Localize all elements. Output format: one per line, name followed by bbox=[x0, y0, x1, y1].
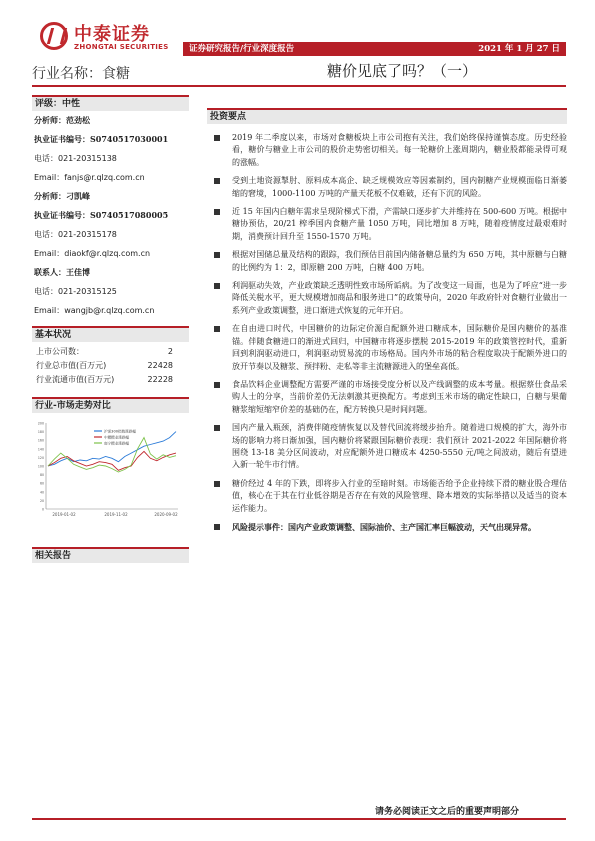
basic-label: 行业总市值(百万元) bbox=[36, 361, 107, 370]
logo-subtext: ZHONGTAI SECURITIES bbox=[74, 43, 169, 51]
company-logo bbox=[40, 22, 175, 58]
investment-highlights bbox=[207, 108, 567, 539]
y-tick-label: 80 bbox=[39, 473, 44, 478]
investment-heading: 投资要点 bbox=[207, 108, 567, 124]
legend-label: 中糖糖业涨跌幅 bbox=[104, 435, 130, 440]
analyst-cert: 执业证书编号：S0740517030001 bbox=[34, 134, 169, 144]
basic-row bbox=[32, 345, 189, 359]
basic-value: 22228 bbox=[147, 375, 173, 384]
market-trend-chart bbox=[32, 417, 182, 527]
logo-text: 中泰证券 bbox=[74, 24, 150, 45]
industry-name: 行业名称：食糖 bbox=[32, 66, 130, 82]
contact-phone: 电话：021-20315125 bbox=[34, 287, 117, 296]
report-banner bbox=[183, 42, 566, 56]
analyst-email[interactable]: Email：fanjs@r.qlzq.com.cn bbox=[34, 173, 145, 182]
x-tick-label: 2019-11-02 bbox=[104, 512, 128, 517]
x-tick-label: 2020-09-02 bbox=[154, 512, 178, 517]
basic-row bbox=[32, 359, 189, 373]
chart-heading: 行业-市场走势对比 bbox=[32, 397, 189, 413]
basic-label: 上市公司数： bbox=[36, 347, 84, 356]
y-tick-label: 20 bbox=[39, 498, 44, 503]
bullet-point: 受到土地资源掣肘、原料成本高企、缺乏规模效应等因素制约，国内制糖产业规模面临日渐萎缩的窘境，1000-1100 万吨的产量天花板不仅难破，还有下沉的风险。 bbox=[207, 175, 567, 200]
legend-label: 沪深300指数涨跌幅 bbox=[104, 429, 137, 434]
contact-name: 联系人：王佳博 bbox=[34, 267, 90, 277]
risk-warning: 风险提示事件：国内产业政策调整、国际油价、主产国汇率巨幅波动，天气出现异常。 bbox=[207, 521, 567, 533]
y-tick-label: 0 bbox=[41, 507, 44, 512]
header-divider bbox=[32, 85, 566, 87]
contact-email[interactable]: Email：wangjb@r.qlzq.com.cn bbox=[34, 306, 155, 315]
basic-label: 行业流通市值(百万元) bbox=[36, 375, 115, 384]
y-tick-label: 60 bbox=[39, 481, 44, 486]
bullet-point: 食品饮料企业调整配方需要严谨的市场接受度分析以及产线调整的成本考量。根据蔡仕食品采购人士的分享，当前价差仍无法刺激其更换配方。考虑到玉米市场的确定性缺口，白糖与果葡糖浆缩短缩窄价差的基础仍在，配方转换只是时间问题。 bbox=[207, 379, 567, 416]
bullet-point: 利润驱动失效，产业政策缺乏透明性致市场所诟病。为了改变这一局面，也是为了呼应“进一步降低关税水平，更大规模增加商品和服务进口”的政策导向，2020 年政府针对食糖行业做出一系列产业政策调整，进口渐进式恢复的元年开启。 bbox=[207, 280, 567, 317]
analyst-2 bbox=[32, 187, 189, 263]
report-date: 2021 年 1 月 27 日 bbox=[478, 44, 560, 54]
bullet-point: 根据对国储总量及结构的跟踪，我们预估目前国内储备糖总量约为 650 万吨，其中原糖与白糖的比例约为 1：2，即原糖 200 万吨，白糖 400 万吨。 bbox=[207, 249, 567, 274]
x-tick-label: 2019-01-02 bbox=[52, 512, 76, 517]
legend-label: 南宁糖业涨跌幅 bbox=[104, 441, 130, 446]
basic-value: 22428 bbox=[147, 361, 173, 370]
y-tick-label: 140 bbox=[37, 447, 44, 452]
report-type: 证券研究报告/行业深度报告 bbox=[189, 44, 295, 54]
basic-table bbox=[32, 342, 189, 397]
footer-disclaimer: 请务必阅读正文之后的重要声明部分 bbox=[375, 807, 520, 817]
analyst-name: 分析师：刁凯峰 bbox=[34, 191, 90, 201]
analyst-phone: 电话：021-20315138 bbox=[34, 154, 117, 163]
bullet-point: 在自由进口时代，中国糖价的边际定价源自配额外进口糖成本，国际糖价是国内糖价的基准锚。伴随食糖进口的渐进式回归，中国糖市将逐步摆脱 2015-2019 年的政策管控时代，重新回到利润驱动进口，利润驱动贸易流的市场格局。国内外市场的粘合程度取决于配额外进口的放开节奏以及糖浆、预拌粉、走私等非主流糖源进入的堡垒高低。 bbox=[207, 323, 567, 373]
footer-divider bbox=[32, 818, 566, 820]
logo-icon bbox=[40, 22, 68, 50]
y-tick-label: 180 bbox=[37, 430, 44, 435]
analyst-name: 分析师：范劲松 bbox=[34, 115, 90, 125]
bullet-point: 糖价经过 4 年的下跌，即将步入行业的至暗时刻。市场能否给予企业持续下滑的糖业股合理估值，核心在于其在行业低谷期是否存在有效的风险管理、降本增效的实际举措以及适当的资本运作能力。 bbox=[207, 478, 567, 515]
report-title: 糖价见底了吗？（一） bbox=[327, 62, 478, 80]
y-tick-label: 200 bbox=[37, 421, 44, 426]
basic-value: 2 bbox=[167, 347, 173, 356]
bullet-point: 近 15 年国内白糖年需求呈现阶梯式下滑，产需缺口逐步扩大并维持在 500-600 万吨。根据中糖协预估，20/21 榨季国内食糖产量 1050 万吨，同比增加 8 万吨，随着疫情度过最艰难时期，消费预计回升至 1550-1570 万吨。 bbox=[207, 206, 567, 243]
y-tick-label: 40 bbox=[39, 490, 44, 495]
analyst-1 bbox=[32, 111, 189, 187]
bullet-point: 2019 年二季度以来，市场对食糖板块上市公司抱有关注，我们始终保持谨慎态度。历史经验看，糖价与糖业上市公司的股价走势密切相关。每一轮糖价上涨周期内，糖业股都能录得可观的涨幅。 bbox=[207, 132, 567, 169]
analyst-email[interactable]: Email：diaokf@r.qlzq.com.cn bbox=[34, 249, 151, 258]
y-tick-label: 100 bbox=[37, 464, 44, 469]
y-tick-label: 120 bbox=[37, 455, 44, 460]
chart-svg bbox=[32, 417, 182, 527]
rating-heading: 评级：中性 bbox=[32, 95, 189, 111]
basic-row bbox=[32, 373, 189, 387]
related-heading: 相关报告 bbox=[32, 547, 189, 563]
series-line bbox=[48, 451, 176, 470]
contact bbox=[32, 263, 189, 320]
analyst-cert: 执业证书编号：S0740517080005 bbox=[34, 210, 169, 220]
analyst-phone: 电话：021-20315178 bbox=[34, 230, 117, 239]
bullet-point: 国内产量入瓶颈，消费伴随疫情恢复以及替代回流将缓步抬升。随着进口规模的扩大，海外市场的影响力将日渐加强，国内糖价将紧跟国际糖价表现：我们预计 2021-2022 年国际糖价将围绕 13-18 美分区间波动，对应配额外进口糖成本 4250-5550 元/吨之间波动，随后有望进入新一轮牛市行情。 bbox=[207, 422, 567, 472]
left-sidebar bbox=[32, 95, 189, 563]
y-tick-label: 160 bbox=[37, 438, 44, 443]
basic-heading: 基本状况 bbox=[32, 326, 189, 342]
